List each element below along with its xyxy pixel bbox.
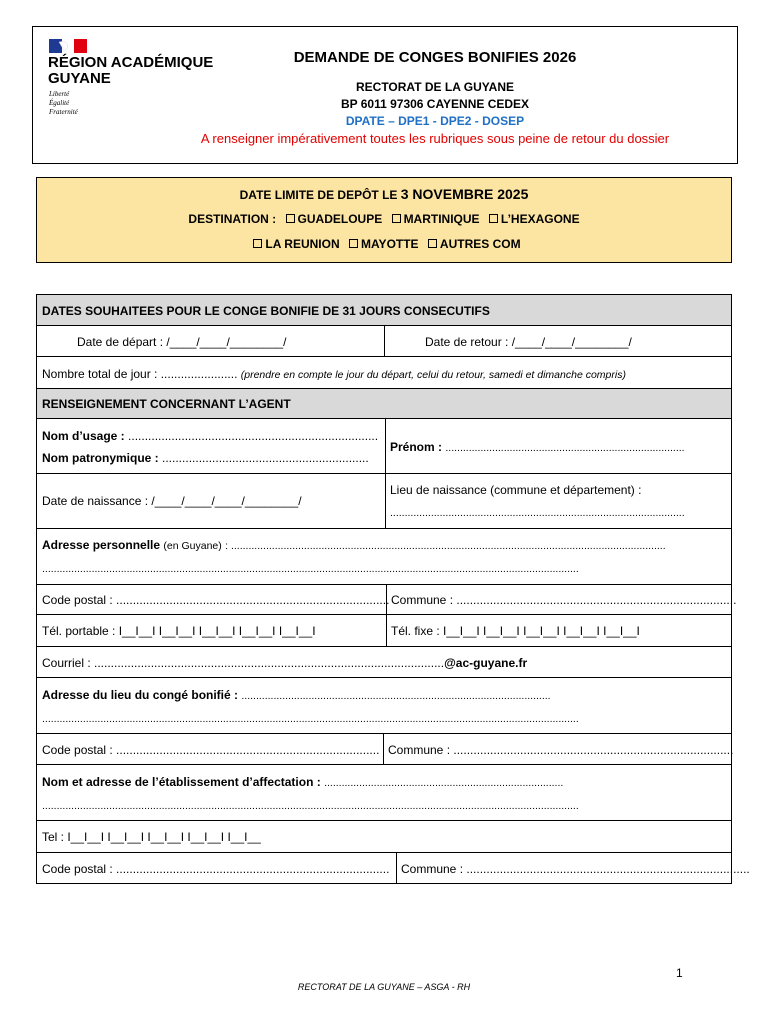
adresse-conge-field[interactable] xyxy=(42,688,551,703)
row-naissance xyxy=(36,473,732,529)
adresse-perso-field[interactable] xyxy=(42,538,666,553)
courriel-domain: @ac-guyane.fr xyxy=(444,656,528,670)
adresse-perso-note: (en Guyane) xyxy=(163,540,222,552)
tel-portable-field[interactable]: Tél. portable : I__I__I I__I__I I__I__I I__I__I I__I__I xyxy=(42,624,316,638)
prenom-dots: .................................................................................. xyxy=(445,442,685,454)
checkbox-reunion[interactable] xyxy=(253,239,262,248)
code-postal-etab-field[interactable]: Code postal : .................................................................................. xyxy=(42,862,390,876)
commune-etab-field[interactable]: Commune : ..................................................................................... xyxy=(401,862,750,876)
depart-field[interactable]: Date de départ : /____/____/________/ xyxy=(77,335,287,349)
prenom-field[interactable] xyxy=(390,440,685,455)
adresse-perso-line2[interactable]: ........................................................................................................................................................................................ xyxy=(42,563,579,575)
nom-usage-field[interactable] xyxy=(42,429,378,443)
etablissement-label: Nom et adresse de l’établissement d’affectation : xyxy=(42,775,321,789)
nb-jours-field[interactable] xyxy=(42,367,626,382)
marianne-flag-icon xyxy=(49,39,87,53)
etablissement-line2[interactable]: ........................................................................................................................................................................................ xyxy=(42,800,579,812)
nb-jours-label: Nombre total de jour : ....................... xyxy=(42,367,238,381)
checkbox-autres-com[interactable] xyxy=(428,239,437,248)
row-noms xyxy=(36,418,732,474)
etablissement-dots: .................................................................................. xyxy=(324,777,564,789)
deadline-label: DATE LIMITE DE DEPÔT LE xyxy=(239,188,398,202)
nom-patronymique-field[interactable] xyxy=(42,451,369,465)
lieu-naissance-field[interactable]: ..................................................................................................... xyxy=(390,507,685,519)
checkbox-guadeloupe[interactable] xyxy=(286,214,295,223)
commune-perso-field[interactable]: Commune : .................................................................................... xyxy=(391,593,737,607)
option-martinique: MARTINIQUE xyxy=(403,212,480,226)
option-guadeloupe: GUADELOUPE xyxy=(297,212,383,226)
row-adresse-conge xyxy=(36,677,732,734)
destination-row-2 xyxy=(36,237,732,251)
nom-usage-label: Nom d’usage : xyxy=(42,429,125,443)
deadline-date: 3 NOVEMBRE 2025 xyxy=(400,186,529,202)
commune-conge-field[interactable]: Commune : .................................................................................... xyxy=(388,743,734,757)
nom-usage-dots: ........................................................................... xyxy=(128,429,379,443)
deadline-line xyxy=(36,186,732,202)
checkbox-mayotte[interactable] xyxy=(349,239,358,248)
lieu-naissance-label: Lieu de naissance (commune et département) : xyxy=(390,483,642,497)
destination-row-1 xyxy=(36,212,732,226)
row-telephones xyxy=(36,614,732,647)
section-agent-title: RENSEIGNEMENT CONCERNANT L’AGENT xyxy=(42,397,291,411)
row-etablissement xyxy=(36,764,732,821)
code-postal-conge-field[interactable]: Code postal : ............................................................................... xyxy=(42,743,380,757)
date-naissance-field[interactable]: Date de naissance : /____/____/____/________/ xyxy=(42,494,302,508)
etablissement-field[interactable] xyxy=(42,775,563,790)
checkbox-martinique[interactable] xyxy=(392,214,401,223)
column-divider xyxy=(385,474,386,528)
nom-patronymique-label: Nom patronymique : xyxy=(42,451,159,465)
row-cp-commune-2 xyxy=(36,733,732,765)
logo-motto2: Égalité xyxy=(49,99,70,107)
adresse-conge-label: Adresse du lieu du congé bonifié : xyxy=(42,688,239,702)
code-postal-perso-field[interactable]: Code postal : .................................................................................. xyxy=(42,593,390,607)
option-reunion: LA REUNION xyxy=(265,237,340,251)
adresse-perso-dots: : ..................................................................................................................................................... xyxy=(225,540,666,552)
checkbox-hexagone[interactable] xyxy=(489,214,498,223)
column-divider xyxy=(384,326,385,356)
option-hexagone: L’HEXAGONE xyxy=(500,212,580,226)
adresse-perso-label: Adresse personnelle xyxy=(42,538,161,552)
row-nb-jours xyxy=(36,356,732,389)
courriel-label: Courriel : ......................................................................................................... xyxy=(42,656,445,670)
page-number: 1 xyxy=(676,966,683,980)
column-divider xyxy=(386,585,387,614)
column-divider xyxy=(396,853,397,883)
warning-text: A renseigner impérativement toutes les rubriques sous peine de retour du dossier xyxy=(200,131,670,146)
row-adresse-perso xyxy=(36,528,732,585)
row-dates xyxy=(36,325,732,357)
prenom-label: Prénom : xyxy=(390,440,443,454)
logo-line1: RÉGION ACADÉMIQUE xyxy=(48,54,214,71)
section-dates-title: DATES SOUHAITEES POUR LE CONGE BONIFIE DE 31 JOURS CONSECUTIFS xyxy=(42,304,490,318)
row-cp-commune-1 xyxy=(36,584,737,615)
column-divider xyxy=(385,419,386,473)
option-mayotte: MAYOTTE xyxy=(361,237,419,251)
nb-jours-note: (prendre en compte le jour du départ, celui du retour, samedi et dimanche compris) xyxy=(240,369,626,381)
option-autres-com: AUTRES COM xyxy=(439,237,521,251)
row-courriel xyxy=(36,646,732,678)
logo-motto1: Liberté xyxy=(49,90,70,98)
row-tel-etablissement xyxy=(36,820,732,853)
services-line: DPATE – DPE1 - DPE2 - DOSEP xyxy=(345,114,525,128)
rectorat-address: BP 6011 97306 CAYENNE CEDEX xyxy=(340,97,530,111)
row-cp-commune-3 xyxy=(36,852,750,884)
destination-label: DESTINATION : xyxy=(188,212,277,226)
logo-line2: GUYANE xyxy=(48,70,111,87)
courriel-field[interactable] xyxy=(42,656,527,670)
rectorat-name: RECTORAT DE LA GUYANE xyxy=(355,80,514,94)
section-agent-header xyxy=(36,388,732,419)
retour-field[interactable]: Date de retour : /____/____/________/ xyxy=(425,335,632,349)
column-divider xyxy=(383,734,384,764)
footer-text: RECTORAT DE LA GUYANE – ASGA - RH xyxy=(297,982,471,992)
tel-fixe-field[interactable]: Tél. fixe : I__I__I I__I__I I__I__I I__I__I I__I__I xyxy=(391,624,640,638)
adresse-conge-line2[interactable]: ........................................................................................................................................................................................ xyxy=(42,713,579,725)
column-divider xyxy=(386,615,387,646)
section-dates-header xyxy=(36,294,732,326)
adresse-conge-dots: .......................................................................................................... xyxy=(241,690,551,702)
tel-etablissement-field[interactable]: Tel : I__I__I I__I__I I__I__I I__I__I I__I__ xyxy=(42,830,261,844)
logo-motto3: Fraternité xyxy=(49,108,78,116)
nom-patronymique-dots: .............................................................. xyxy=(162,451,369,465)
form-title: DEMANDE DE CONGES BONIFIES 2026 xyxy=(293,49,577,66)
